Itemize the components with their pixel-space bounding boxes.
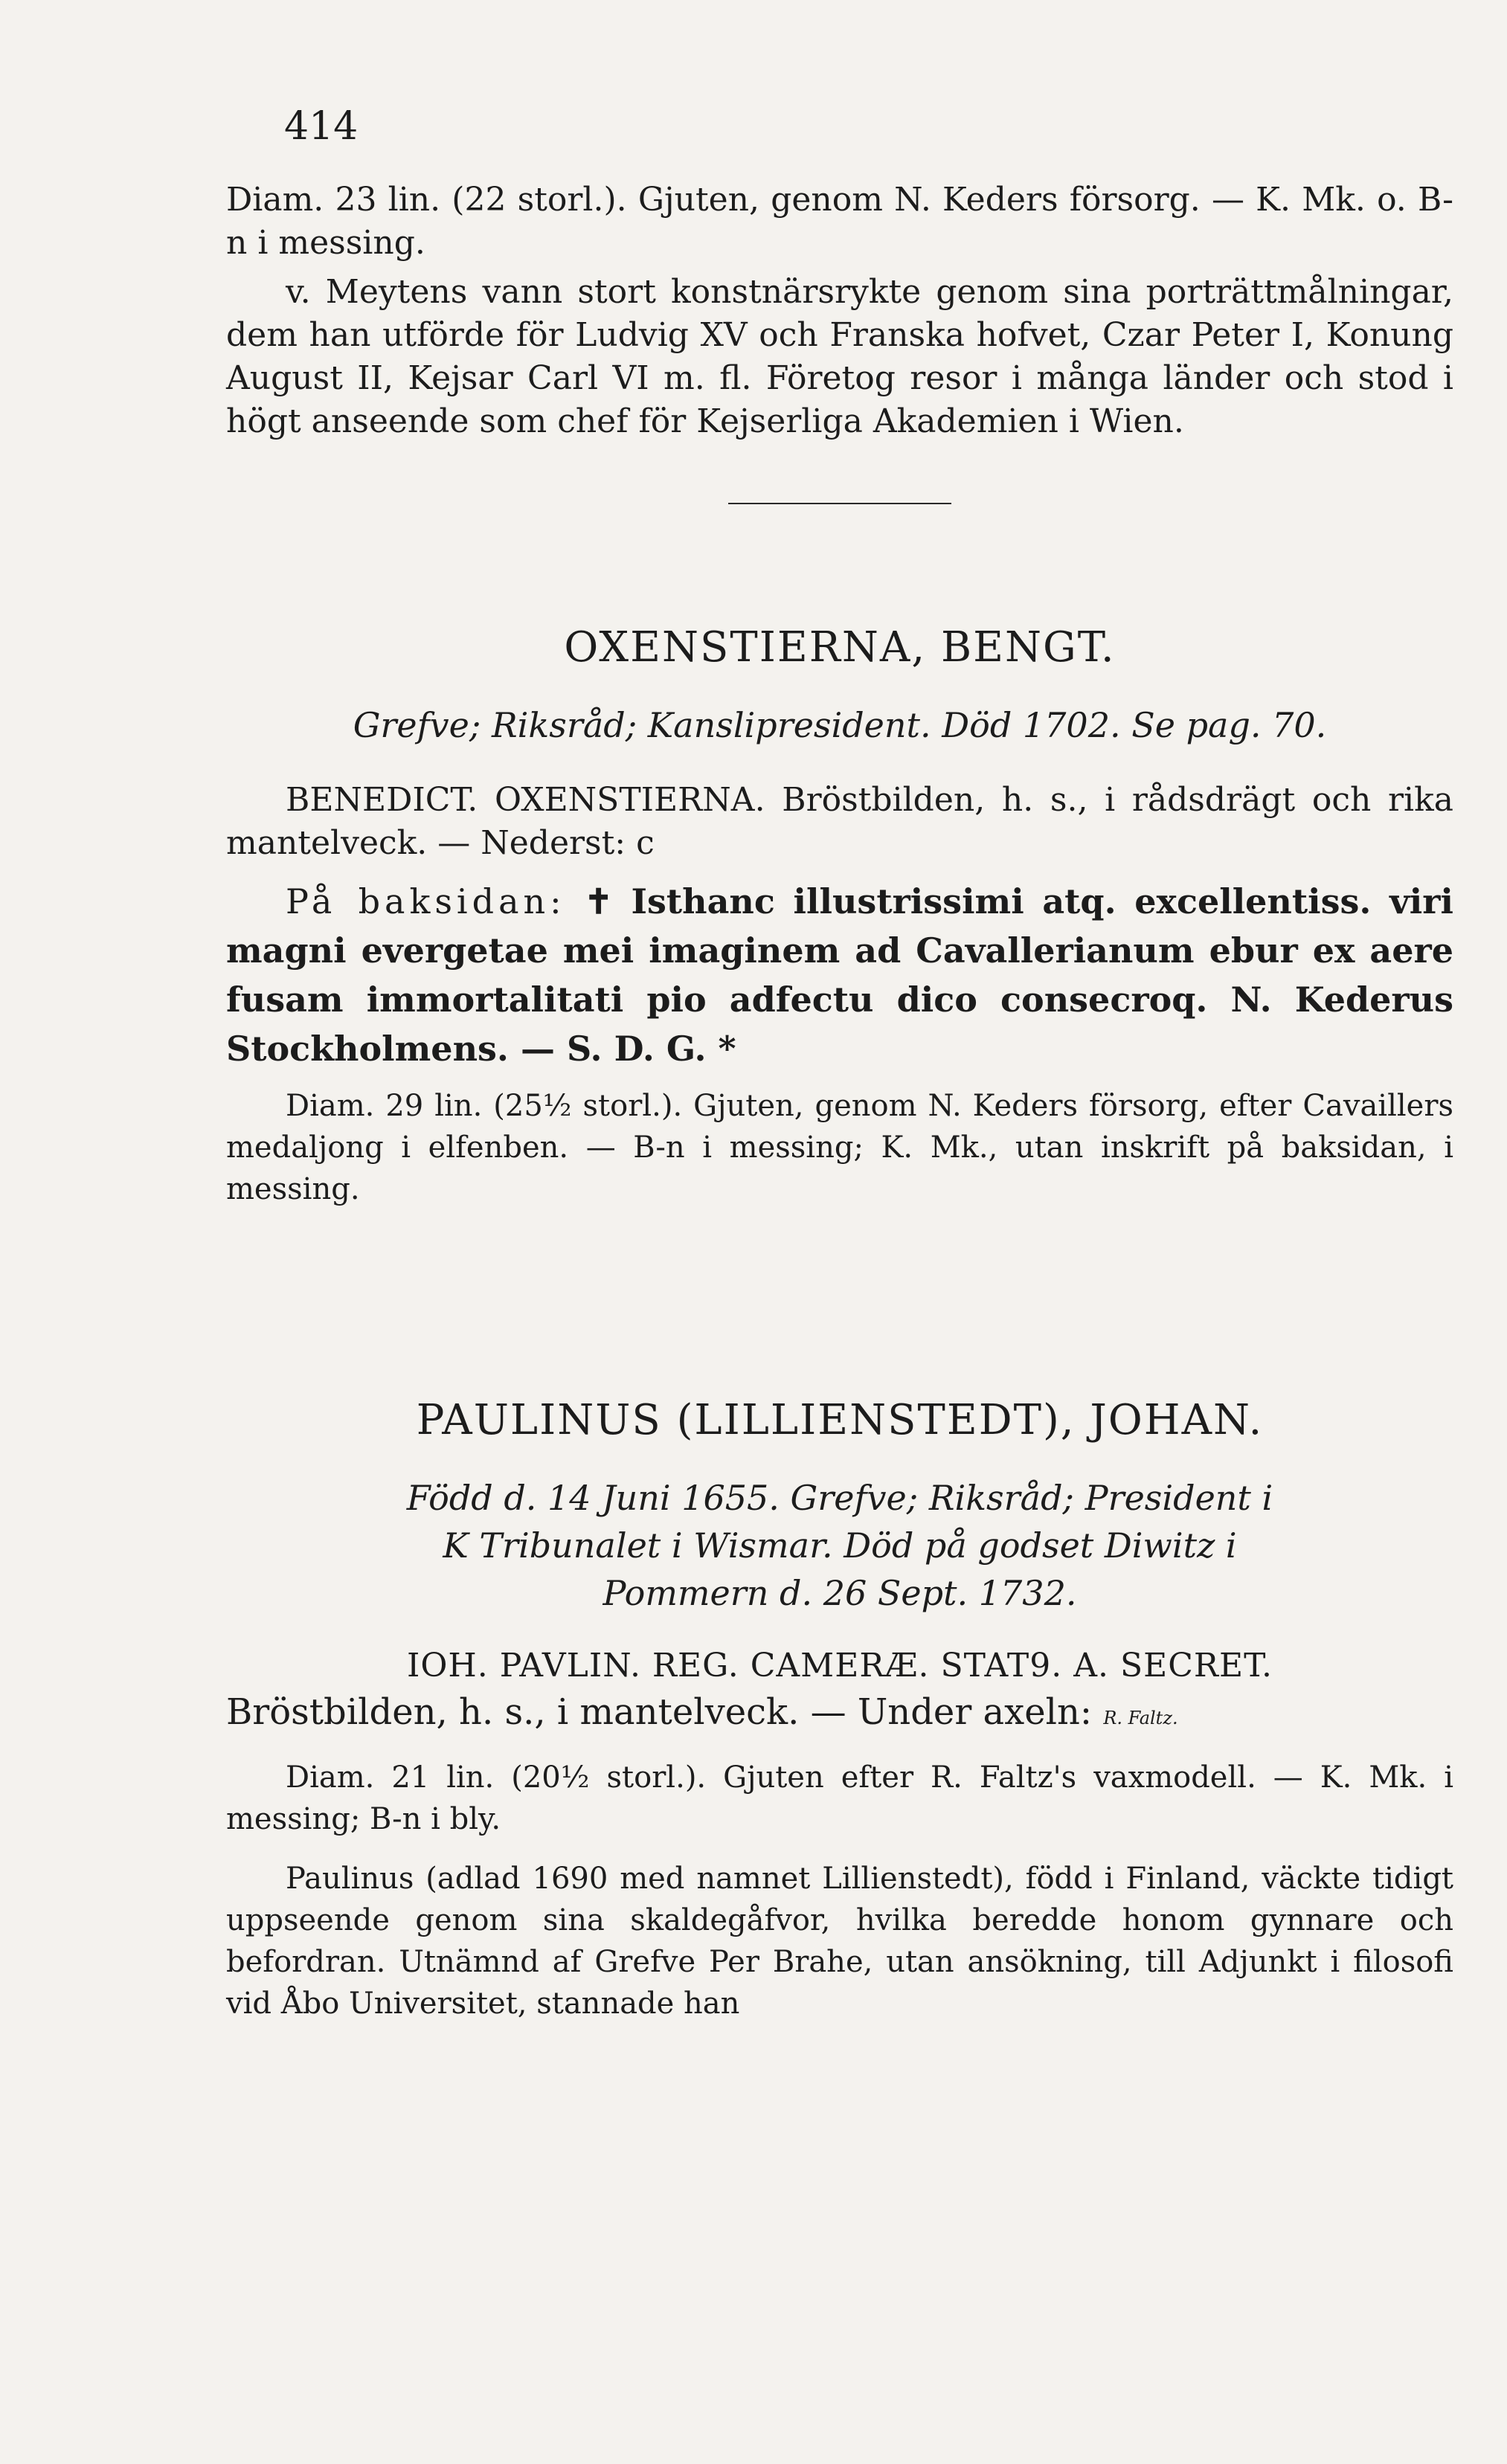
intro-paragraph: v. Meytens vann stort konstnärsrykte genom sina porträttmålningar, dem han utförde för Ludvig XV och Franska hofvet, Czar Peter I, Konung August II, Kejsar Carl VI m. fl. Företog resor i många länder och stod i högt anseende som chef för Kejserliga Akademien i Wien. [226,273,1453,440]
paulinus-heading: PAULINUS (LILLIENSTEDT), JOHAN. [416,1396,1264,1444]
paulinus-subtitle-1: Född d. 14 Juni 1655. Grefve; Riksråd; President i [406,1478,1273,1518]
oxenstierna-heading: OXENSTIERNA, BENGT. [564,623,1116,672]
content [226,178,1453,2024]
oxenstierna-reverse [226,877,1453,1073]
page-number: 414 [284,104,359,149]
oxenstierna-obverse: BENEDICT. OXENSTIERNA. Bröstbilden, h. s., i rådsdrägt och rika mantelveck. — Nederst: c [226,781,1453,862]
paulinus-obverse-text: Bröstbilden, h. s., i mantelveck. — Under axeln: [226,1691,1093,1733]
reverse-inscription: ✝ Isthanc illustrissimi atq. excellentiss. viri magni evergetae mei imaginem ad Cavallerianum ebur ex aere fusam immortalitati pio adfectu dico consecroq. N. Kederus Stockholmens. — S. D. G. * [226,881,1453,1069]
paulinus-diam: Diam. 21 lin. (20½ storl.). Gjuten efter R. Faltz's vaxmodell. — K. Mk. i messing; B-n i bly. [226,1760,1453,1836]
paulinus-bio: Paulinus (adlad 1690 med namnet Lillienstedt), född i Finland, väckte tidigt uppseende genom sina skaldegåfvor, hvilka beredde honom gynnare och befordran. Utnämnd af Grefve Per Brahe, utan ansökning, till Adjunkt i filosofi vid Åbo Universitet, stannade han [226,1862,1453,2021]
paulinus-obverse [226,1688,1453,1742]
paulinus-legend: IOH. PAVLIN. REG. CAMERÆ. STAT9. A. SECRET. [406,1647,1273,1685]
paulinus-subtitle-2: K Tribunalet i Wismar. Död på godset Diwitz i [443,1525,1237,1566]
paulinus-subtitle-3: Pommern d. 26 Sept. 1732. [603,1573,1077,1613]
reverse-label: På baksidan: [286,881,566,921]
oxenstierna-subtitle: Grefve; Riksråd; Kanslipresident. Död 1702. Se pag. 70. [353,705,1327,745]
intro-diam-line: Diam. 23 lin. (22 storl.). Gjuten, genom N. Keders försorg. — K. Mk. o. B-n i messing. [226,181,1453,262]
artist-signature: R. Faltz. [1103,1708,1178,1728]
oxenstierna-diam: Diam. 29 lin. (25½ storl.). Gjuten, genom N. Keders försorg, efter Cavaillers medaljong i elfenben. — B-n i messing; K. Mk., utan inskrift på baksidan, i messing. [226,1089,1453,1206]
